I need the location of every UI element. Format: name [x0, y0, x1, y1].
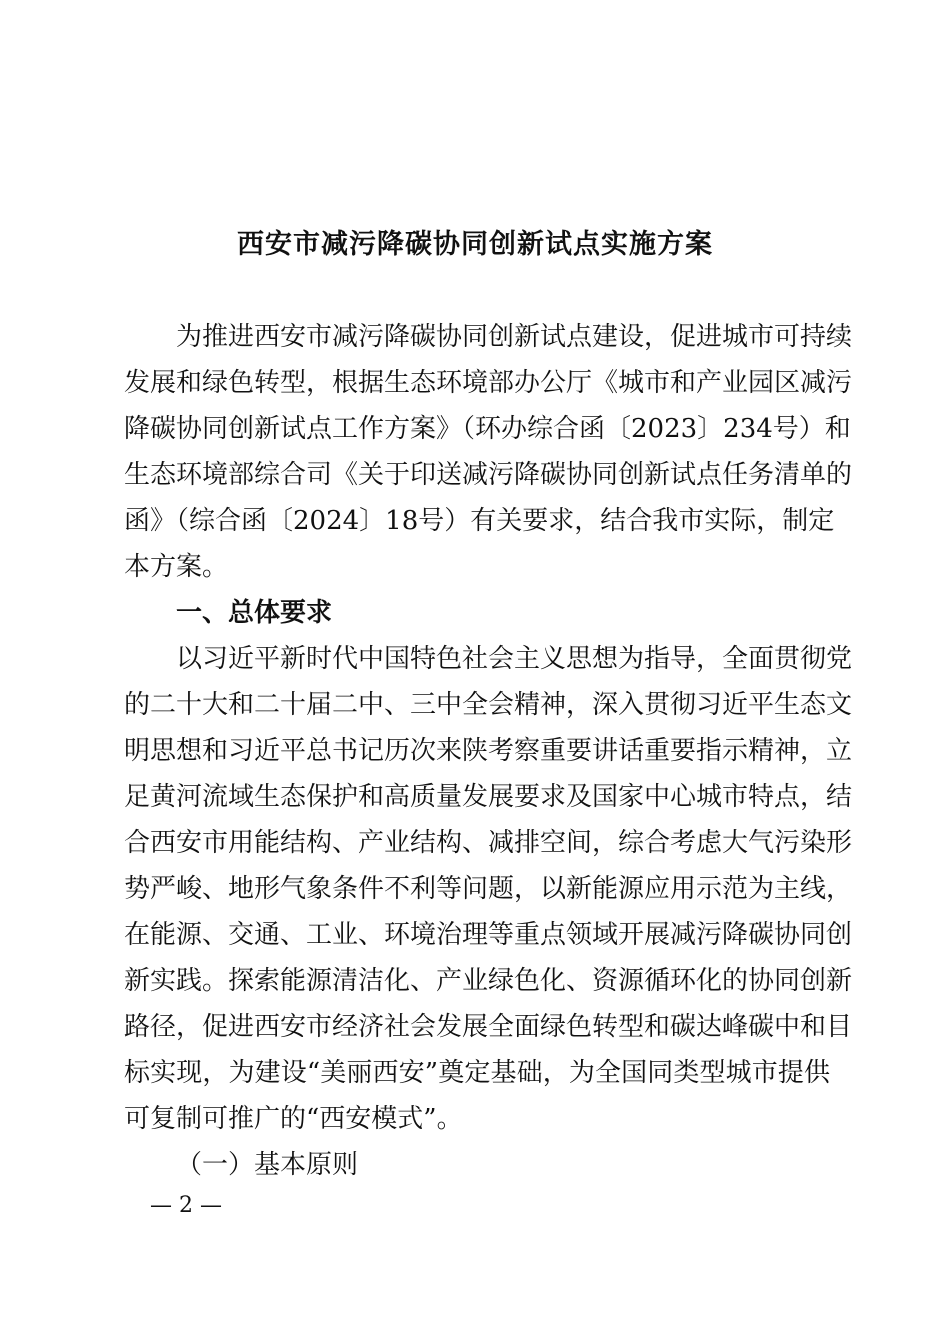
body-line: 新实践。探索能源清洁化、产业绿色化、资源循环化的协同创新: [124, 966, 853, 996]
page-number: — 2 —: [150, 1193, 222, 1218]
body-line: 明思想和习近平总书记历次来陕考察重要讲话重要指示精神，立: [124, 736, 853, 766]
section-heading: 一、总体要求: [176, 598, 333, 628]
intro-line: 降碳协同创新试点工作方案》（环办综合函〔2023〕234号）和: [124, 414, 851, 444]
body-line: 可复制可推广的“西安模式”。: [124, 1104, 463, 1134]
body-line: 标实现，为建设“美丽西安”奠定基础，为全国同类型城市提供: [124, 1058, 830, 1088]
intro-line: 本方案。: [124, 552, 229, 582]
body-line: 在能源、交通、工业、环境治理等重点领域开展减污降碳协同创: [124, 920, 853, 950]
subsection-heading: （一）基本原则: [176, 1150, 359, 1180]
body-line: 的二十大和二十届二中、三中全会精神，深入贯彻习近平生态文: [124, 690, 853, 720]
body-line: 势严峻、地形气象条件不利等问题，以新能源应用示范为主线，: [124, 874, 853, 904]
body-line: 合西安市用能结构、产业结构、减排空间，综合考虑大气污染形: [124, 828, 853, 858]
body-line: 足黄河流域生态保护和高质量发展要求及国家中心城市特点，结: [124, 782, 853, 812]
intro-line: 生态环境部综合司《关于印送减污降碳协同创新试点任务清单的: [124, 460, 853, 490]
document-title: 西安市减污降碳协同创新试点实施方案: [237, 229, 713, 260]
intro-line: 发展和绿色转型，根据生态环境部办公厅《城市和产业园区减污: [124, 368, 853, 398]
intro-line: 函》（综合函〔2024〕18号）有关要求，结合我市实际，制定: [124, 506, 835, 536]
body-line: 路径，促进西安市经济社会发展全面绿色转型和碳达峰碳中和目: [124, 1012, 853, 1042]
body-line: 以习近平新时代中国特色社会主义思想为指导，全面贯彻党: [176, 644, 853, 674]
intro-line: 为推进西安市减污降碳协同创新试点建设，促进城市可持续: [176, 322, 853, 352]
